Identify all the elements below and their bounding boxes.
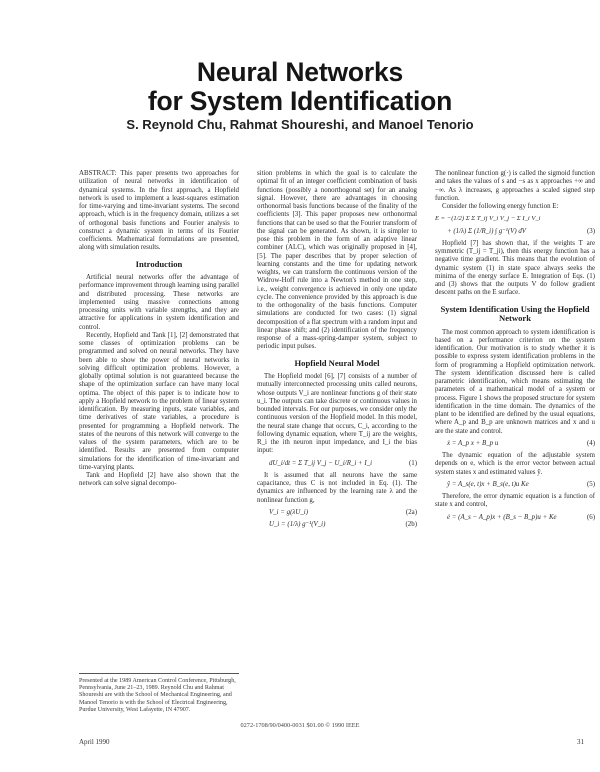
equation-1 <box>257 460 417 468</box>
paragraph: Consider the following energy function E: <box>442 203 559 210</box>
paragraph: The Hopfield model [6], [7] consists of a number of mutually interconnected processing units called neurons, whose outputs V_i are nonlinear functions g of their state u_i. The outputs can take discrete or continuous values in bounded intervals. For our purposes, we consider only the continuous version of the Hopfield model. In this model, the neural state change that occurs, C_i, according to the following dynamic equation, where T_ij are the weights, R_i the ith neuron input impedance, and I_i the bias input: <box>257 373 417 455</box>
paragraph: Artificial neural networks offer the advantage of performance improvement through learning using parallel and distributed processing. These networks are implemented using massive connections among processing units with variable strengths, and they are attractive for applications in system identification and control. <box>79 274 239 331</box>
equation-number: (2b) <box>405 521 417 528</box>
footnote <box>79 673 239 714</box>
equation-text: dU_i/dt = Σ T_ij V_j − U_i/R_i + I_i <box>269 459 373 467</box>
footnote-text: Presented at the 1989 American Control Conference, Pittsburgh, Pennsylvania, June 21–23, 1989. Reynold Chu and Rahmat Shoureshi are with the School of Mechanical Engineering, and Manoel Tenorio is with the School of Electrical Engineering, Purdue University, West Lafayette, IN 47907. <box>79 678 236 713</box>
equation-3a: E = −(1/2) Σ Σ T_ij V_i V_j − Σ I_i V_i <box>435 215 541 223</box>
section-heading-hopfield-model: Hopfield Neural Model <box>294 357 380 368</box>
equation-number: (5) <box>586 480 595 488</box>
equation-text: ŷ = A_s(e, t)x + B_s(e, t)u Ke <box>447 480 529 488</box>
equation-4 <box>435 440 595 448</box>
abstract: ABSTRACT: This paper presents two approaches for utilization of neural networks in identification of dynamical systems. In the first approach, a Hopfield network is used to implement a least-squares estimation for time-varying and time-invariant systems. The second approach, which is in the frequency domain, utilizes a set of orthogonal basis functions and Fourier analysis to construct a dynamic system in terms of its Fourier coefficients. Mathematical formulations are presented, along with simulation results. <box>79 170 239 252</box>
paragraph: The dynamic equation of the adjustable system depends on e, which is the error vector between actual system states x and estimated values ŷ. <box>435 452 595 476</box>
footer-issue-date: April 1990 <box>79 738 110 746</box>
equation-5 <box>435 481 595 489</box>
paragraph: sition problems in which the goal is to calculate the optimal fit of an integer coefficient combination of basis functions (possibly a nonorthogonal set) for an analog signal. However, there are advantages in choosing orthonormal basis functions because of the finality of the coefficients [3]. This paper proposes new orthonormal functions that can be used so that the Fourier transform of the signal can be generated. As shown, it is simpler to pose this problem in the form of an adaptive linear combiner (ALC), which was originally proposed in [4], [5]. The paper describes that by proper selection of learning constants and the time for updating network weights, we can transform the continuous version of the Widrow-Hoff rule into a Newton's method in one step, i.e., weight convergence is achieved in only one update cycle. The convenience provided by this approach is due to the orthogonality of the basis functions. Computer simulations are conducted for two cases: (1) signal decomposition of a flat spectrum with a random input and linear phase shift; and (2) identification of the frequency response of a mass-spring-damper system, subject to periodic input pulses. <box>257 170 417 351</box>
equation-2a <box>257 509 417 517</box>
column-middle <box>257 170 417 533</box>
column-right <box>435 170 595 526</box>
equation-text: ė = (A_s − A_p)x + (B_s − B_p)u + Ke <box>447 513 557 521</box>
paragraph: The nonlinear function g(·) is called the sigmoid function and takes the values of s and −s as x approaches +∞ and −∞. As λ increases, g approaches a scaled signed step function. <box>435 170 595 202</box>
paper-title <box>0 58 600 116</box>
equation-number: (2a) <box>405 508 417 516</box>
page-number: 31 <box>577 738 584 746</box>
title-line-2: for System Identification <box>147 86 453 116</box>
section-heading-introduction: Introduction <box>135 258 183 269</box>
paragraph: Hopfield [7] has shown that, if the weights T are symmetric (T_ij = T_ji), then this energy function has a negative time gradient. This means that the evolution of dynamic system (1) in state space always seeks the minima of the energy surface E. Integration of Eqs. (1) and (3) shows that the outputs V do follow gradient descent paths on the E surface. <box>435 239 595 297</box>
copyright-line: 0272-1708/90/0400-0031 $01.00 © 1990 IEEE <box>240 722 360 729</box>
equation-6 <box>435 514 595 522</box>
equation-3b <box>435 228 595 236</box>
paragraph: The most common approach to system identification is based on a performance criterion on the system identification. Our motivation is to study whether it is possible to express system identification problems in the form of programming a Hopfield optimization network. The system identification discussed here is called parametric identification, which means estimating the parameters of a mathematical model of a system or process. Figure 1 shows the proposed structure for system identification in the time domain. The dynamics of the plant to be identified are defined by the usual equations, where A_p and B_p are unknown matrices and x and u are the state and control. <box>435 328 595 435</box>
equation-text: U_i = (1/λ) g⁻¹(V_i) <box>269 521 326 528</box>
paragraph: It is assumed that all neurons have the same capacitance, thus C is not included in Eq. (1). The dynamics are influenced by the learning rate λ and the nonlinear function g, <box>257 471 417 504</box>
equation-number: (4) <box>586 439 595 447</box>
paragraph: Recently, Hopfield and Tank [1], [2] demonstrated that some classes of optimization problems can be programmed and solved on neural networks. They have been able to show the power of neural networks in solving difficult optimization problems. However, a globally optimal solution is not guaranteed because the shape of the optimization surface can have many local optima. The object of this paper is to indicate how to apply a Hopfield network to the problem of linear system identification. By measuring inputs, state variables, and time derivatives of state variables, a procedure is presented for programming a Hopfield network. The states of the neurons of this network will converge to the values of the system parameters, which are to be identified. Results are presented from computer simulations for the identification of time-invariant and time-varying plants. <box>79 331 239 471</box>
equation-text: + (1/λ) Σ (1/R_i) ∫ g⁻¹(V) dV <box>447 227 527 235</box>
equation-number: (6) <box>586 513 595 521</box>
paragraph: Therefore, the error dynamic equation is a function of state x and control, <box>435 493 595 509</box>
author-line: S. Reynold Chu, Rahmat Shoureshi, and Manoel Tenorio <box>126 117 474 132</box>
equation-number: (3) <box>586 227 595 235</box>
equation-text: V_i = g(λU_i) <box>269 508 309 516</box>
section-heading-system-identification: System Identification Using the Hopfield Network <box>440 303 590 323</box>
title-line-1: Neural Networks <box>196 57 404 87</box>
paragraph: Tank and Hopfield [2] have also shown that the network can solve signal decompo- <box>79 472 239 488</box>
equation-number: (1) <box>408 459 417 467</box>
column-left <box>79 170 239 489</box>
equation-text: ẋ = A_p x + B_p u <box>447 439 499 447</box>
equation-2b <box>257 521 417 529</box>
